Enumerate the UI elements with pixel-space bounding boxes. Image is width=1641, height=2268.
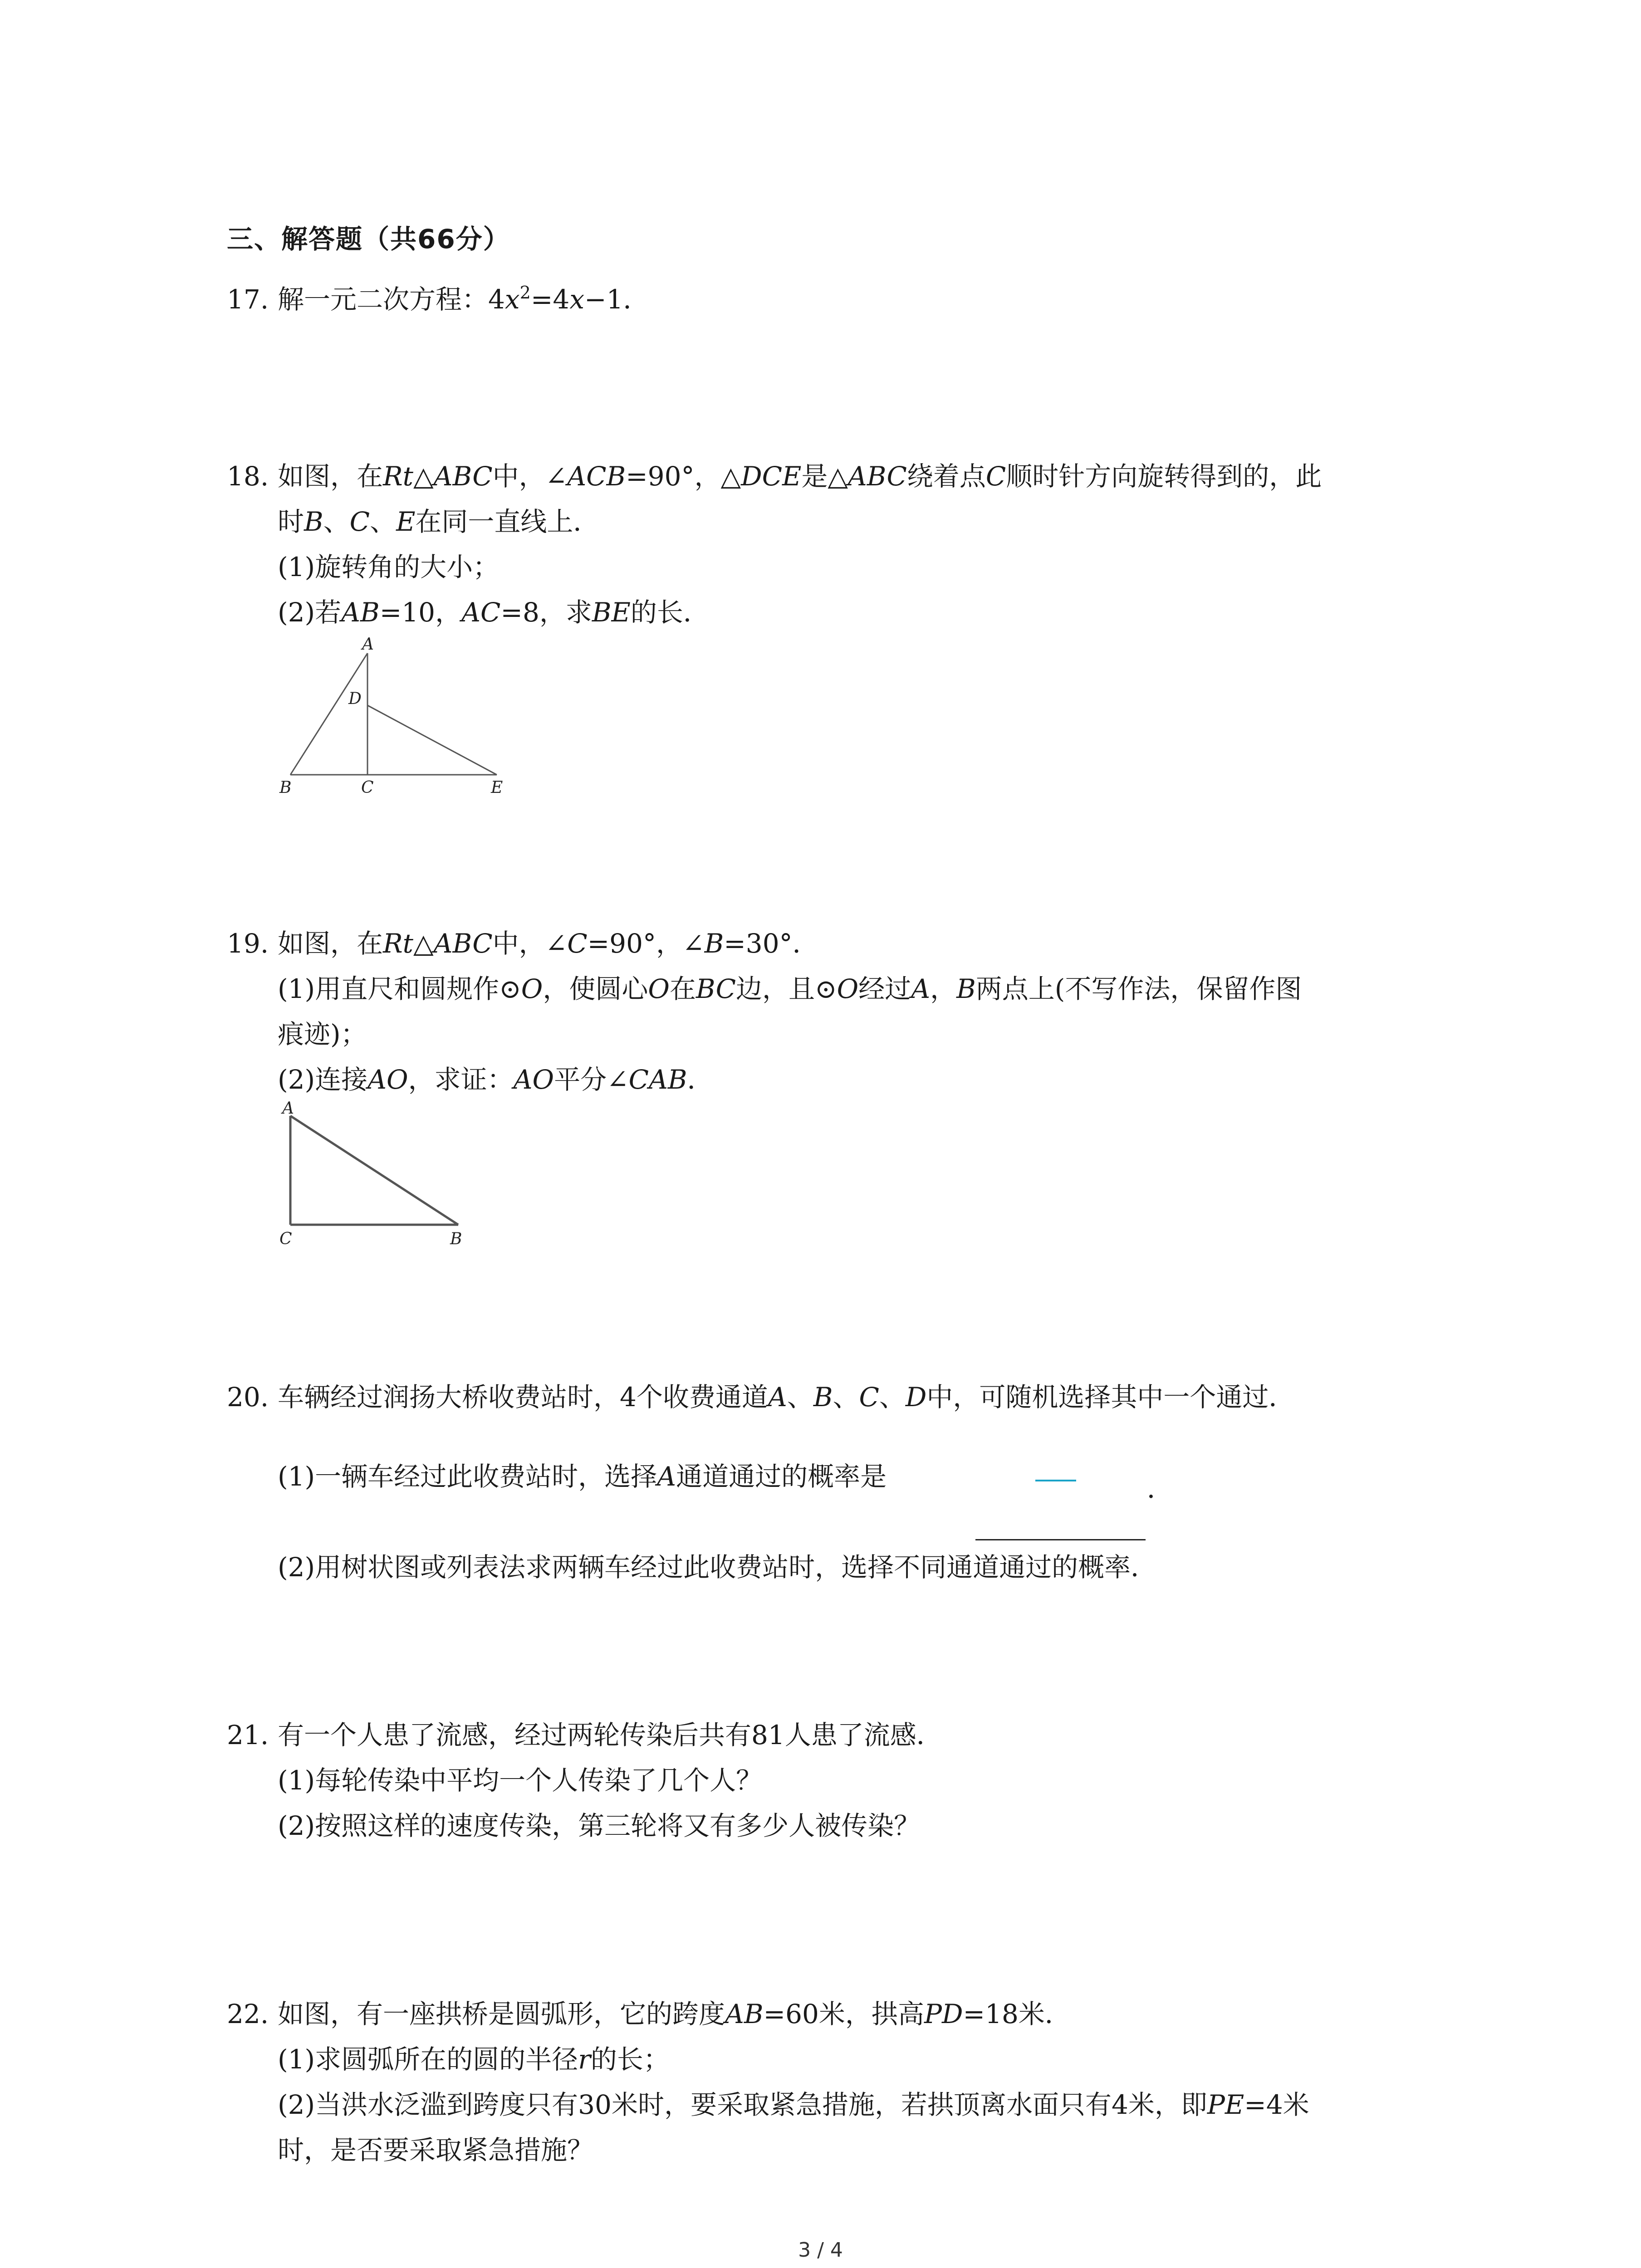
question-18: 18. 如图，在Rt△ABC中，∠ACB=90°，△DCE是△ABC绕着点C顺时针方向旋转得到的，此 时B、C、E在同一直线上． (1)旋转角的大小； (2)若AB=10，AC=8，求BE的长．: [227, 454, 1452, 635]
q18-figure: [272, 635, 526, 798]
q18-label-e: E: [491, 778, 503, 797]
q19-line-ab: [290, 1116, 458, 1225]
q18-sub2: (2)若AB=10，AC=8，求BE的长．: [278, 597, 710, 628]
answer-blank: [975, 1539, 1146, 1540]
q22-sub2: (2)当洪水泛滥到跨度只有30米时，要采取紧急措施，若拱顶离水面只有4米，即PE=4米: [278, 2089, 1309, 2120]
question-21: 21. 有一个人患了流感，经过两轮传染后共有81人患了流感． (1)每轮传染中平均一个人传染了几个人？ (2)按照这样的速度传染，第三轮将又有多少人被传染？: [227, 1712, 1452, 1848]
section-title: 三、解答题（共66分）: [227, 224, 510, 254]
document-page: 三、解答题（共66分） 17. 解一元二次方程：$4x^2=4x-1$． 18. 如图，在Rt△ABC中，∠ACB=90°，△DCE是△ABC绕着点C顺时针方向旋转得到的，此 时B、C、E在同一直线上． (1)旋转角的大小； (2)若AB=10，AC=8，求BE的长． A D B C E 19. 如图，在Rt△ABC中，∠C=90°，∠B=30°． (1)用直尺和圆规作⊙O，使圆心O在BC边，且⊙O经过A，B两点上(不写作法，保留作图 痕迹)； (2)连接AO，求证：AO平分∠CAB． A C B 20. 车辆经过润扬大桥收费站时，4个收费通道A、B、C、D中，可随机选择其中一个通过． (1)一辆车经过此收费站时，选择A通道通过的概率是 ． (2)用树状图或列表法求两辆车经过此收费站时，选择不同通道通过的概率． 21. 有一个人患了流感，经过两轮传染后共有81人患了流感． (1)每轮传染中平均一个人传染了几个人？ (2)按照这样的速度传染，第三轮将又有多少人被传染？ 22. 如图，有一座拱桥是圆弧形，它的跨度AB=60米，拱高PD=18米． (1)求圆弧所在的圆的半径r的长； (2)当洪水泛滥到跨度只有30米时，要采取紧急措施，若拱顶离水面只有4米，即PE=4米 时，是否要采取紧急措施？ 3 / 4: [0, 0, 1641, 2268]
question-17: [227, 277, 1452, 322]
q19-label-a: A: [282, 1100, 294, 1118]
q19-number: 19.: [227, 928, 269, 959]
question-20: 20. 车辆经过润扬大桥收费站时，4个收费通道A、B、C、D中，可随机选择其中一个通过．: [227, 1374, 1452, 1420]
q21-number: 21.: [227, 1720, 269, 1750]
q18-number: 18.: [227, 461, 269, 492]
q21-sub1: (1)每轮传染中平均一个人传染了几个人？: [278, 1765, 763, 1796]
q20-sub2: (2)用树状图或列表法求两辆车经过此收费站时，选择不同通道通过的概率．: [278, 1552, 1157, 1583]
page-number: 3 / 4: [798, 2239, 843, 2262]
q18-line-ab: [290, 653, 367, 775]
q19-label-b: B: [450, 1230, 462, 1248]
q18-label-a: A: [362, 635, 374, 654]
q17-line: 17. 解一元二次方程：$4x^2=4x-1$．: [227, 277, 1452, 322]
q19-label-c: C: [279, 1230, 292, 1248]
q17-number: 17.: [227, 284, 269, 315]
answer-mark: [1035, 1480, 1076, 1481]
q21-sub2: (2)按照这样的速度传染，第三轮将又有多少人被传染？: [278, 1810, 921, 1841]
q18-label-c: C: [361, 778, 374, 797]
q19-sub1: (1)用直尺和圆规作⊙O，使圆心O在BC边，且⊙O经过A，B两点上(不写作法，保留作图: [278, 973, 1302, 1004]
q18-label-b: B: [279, 778, 292, 797]
q18-sub1: (1)旋转角的大小；: [278, 552, 500, 582]
q20-number: 20.: [227, 1382, 269, 1413]
q22-number: 22.: [227, 1999, 269, 2029]
q19-sub2: (2)连接AO，求证：AO平分∠CAB．: [278, 1064, 714, 1095]
q18-line-de: [367, 705, 497, 775]
q19-figure: [272, 1100, 481, 1250]
question-22: 22. 如图，有一座拱桥是圆弧形，它的跨度AB=60米，拱高PD=18米． (1)求圆弧所在的圆的半径r的长； (2)当洪水泛滥到跨度只有30米时，要采取紧急措施，若拱顶离水面只有4米，即PE=4米 时，是否要采取紧急措施？: [227, 1991, 1452, 2173]
q22-sub1: (1)求圆弧所在的圆的半径r的长；: [278, 2044, 670, 2075]
q18-label-d: D: [348, 689, 362, 708]
question-19: 19. 如图，在Rt△ABC中，∠C=90°，∠B=30°． (1)用直尺和圆规作⊙O，使圆心O在BC边，且⊙O经过A，B两点上(不写作法，保留作图 痕迹)； (2)连接AO，求证：AO平分∠CAB．: [227, 921, 1452, 1102]
q20-sub1: (1)一辆车经过此收费站时，选择A通道通过的概率是: [278, 1461, 887, 1492]
